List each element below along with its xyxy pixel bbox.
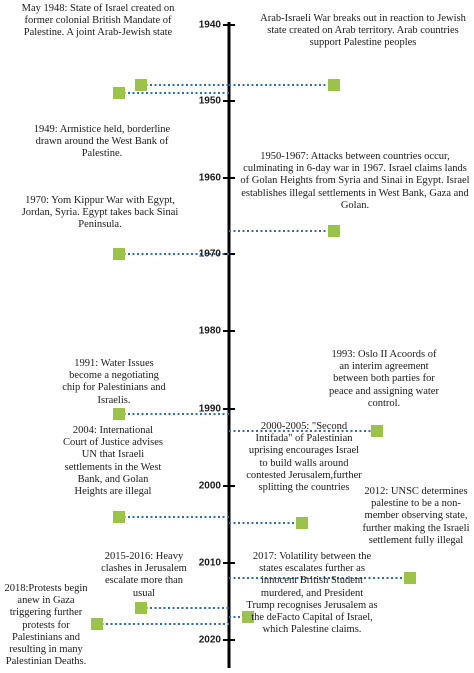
marker-arab-israeli-war [328,79,340,91]
marker-1970 [113,248,125,260]
year-label: 1980 [198,325,221,337]
event-text-2012: 2012: UNSC determines palestine to be a non-member observing state, further making the Israeli settlement fully illegal [362,486,470,546]
event-text-2015-2016: 2015-2016: Heavy clashes in Jerusalem escalate more than usual [101,551,187,599]
marker-1993 [371,425,383,437]
event-text-arab-israeli-war: Arab-Israeli War breaks out in reaction to Jewish state created on Arab territory. Arab countries support Palestine peoples [260,13,466,49]
marker-1948 [135,79,147,91]
event-text-1948: May 1948: State of Israel created on former colonial British Mandate of Palestine. A joint Arab-Jewish state [21,3,175,39]
year-label: 2020 [198,634,221,646]
marker-2000-2005 [296,517,308,529]
event-text-1993: 1993: Oslo II Acoords of an interim agreement between both parties for peace and assigning water control. [329,349,439,409]
marker-2015-2016 [135,602,147,614]
year-label: 1940 [198,19,221,31]
event-text-2000-2005: 2000-2005: "Second Intifada" of Palestinian uprising encourages Israel to build walls around contested Jerusalem,further splitting the countries [246,421,362,494]
marker-2012 [404,572,416,584]
marker-2018 [91,618,103,630]
event-text-1991: 1991: Water Issues become a negotiating chip for Palestinians and Israelis. [62,358,166,406]
event-text-1970: 1970: Yom Kippur War with Egypt, Jordan, Syria. Egypt takes back Sinai Peninsula. [21,195,179,231]
event-text-1950-1967: 1950-1967: Attacks between countries occur, culminating in 6-day war in 1967. Israel claims lands of Golan Heights from Syria and Sinai in Egypt. Israel establishes illegal settlements in West Bank, Gaza and Golan. [240,151,470,211]
year-label: 1950 [198,95,221,107]
year-label: 1970 [198,248,221,260]
marker-2004 [113,511,125,523]
year-label: 1960 [198,172,221,184]
event-text-2004: 2004: International Court of Justice advises UN that Israeli settlements in the West Bank, and Golan Heights are illegal [62,425,164,498]
marker-1991 [113,408,125,420]
event-text-1949: 1949: Armistice held, borderline drawn around the West Bank of Palestine. [33,124,171,160]
marker-1950-1967 [328,225,340,237]
year-label: 2010 [198,557,221,569]
event-text-2017: 2017: Volatility between the states escalates further as innocent British Student murdered, and President Trump recognises Jerusalem as the deFacto Capital of Israel, which Palestine claims. [246,551,378,636]
year-label: 1990 [198,403,221,415]
marker-1949 [113,87,125,99]
event-text-2018: 2018:Protests begin anew in Gaza triggering further protests for Palestinians and resulting in many Palestinian Deaths. [4,583,88,668]
year-label: 2000 [198,480,221,492]
